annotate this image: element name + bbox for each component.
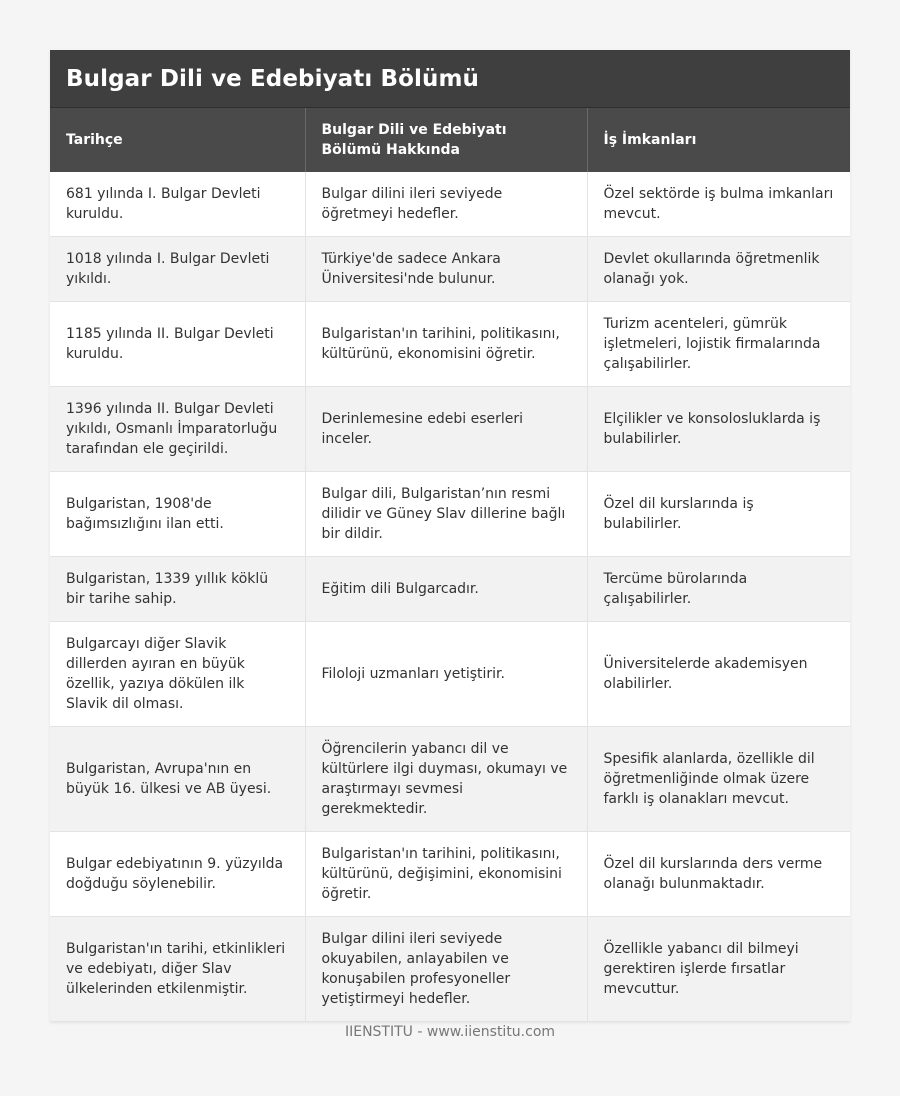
table-cell: Özel dil kurslarında iş bulabilirler. [587, 472, 850, 557]
table-row [50, 727, 850, 832]
table-row [50, 237, 850, 302]
table-card [50, 50, 850, 1022]
table-row [50, 622, 850, 727]
table-cell: Bulgaristan, 1908'de bağımsızlığını ilan etti. [50, 472, 305, 557]
column-header-jobs: İş İmkanları [587, 108, 850, 172]
table-cell: Özel dil kurslarında ders verme olanağı bulunmaktadır. [587, 832, 850, 917]
table-row [50, 832, 850, 917]
table-cell: 1396 yılında II. Bulgar Devleti yıkıldı, Osmanlı İmparatorluğu tarafından ele geçirildi. [50, 387, 305, 472]
table-cell: Bulgarcayı diğer Slavik dillerden ayıran en büyük özellik, yazıya dökülen ilk Slavik dil olması. [50, 622, 305, 727]
table-cell: Turizm acenteleri, gümrük işletmeleri, lojistik firmalarında çalışabilirler. [587, 302, 850, 387]
table-cell: Bulgaristan'ın tarihi, etkinlikleri ve edebiyatı, diğer Slav ülkelerinden etkilenmiştir. [50, 917, 305, 1022]
data-table [50, 108, 850, 1022]
table-cell: Tercüme bürolarında çalışabilirler. [587, 557, 850, 622]
table-cell: 1185 yılında II. Bulgar Devleti kuruldu. [50, 302, 305, 387]
table-cell: Bulgar dilini ileri seviyede okuyabilen, anlayabilen ve konuşabilen profesyoneller yetiştirmeyi hedefler. [305, 917, 587, 1022]
table-title-bar [50, 50, 850, 108]
column-header-history: Tarihçe [50, 108, 305, 172]
footer-credit: IIENSTITU - www.iienstitu.com [344, 1024, 556, 1040]
table-cell: Devlet okullarında öğretmenlik olanağı yok. [587, 237, 850, 302]
table-cell: Bulgar edebiyatının 9. yüzyılda doğduğu söylenebilir. [50, 832, 305, 917]
table-cell: Bulgar dilini ileri seviyede öğretmeyi hedefler. [305, 172, 587, 237]
table-cell: Filoloji uzmanları yetiştirir. [305, 622, 587, 727]
table-title: Bulgar Dili ve Edebiyatı Bölümü [66, 65, 480, 92]
table-cell: Bulgaristan, 1339 yıllık köklü bir tarihe sahip. [50, 557, 305, 622]
table-cell: Derinlemesine edebi eserleri inceler. [305, 387, 587, 472]
table-cell: Bulgaristan'ın tarihini, politikasını, kültürünü, ekonomisini öğretir. [305, 302, 587, 387]
table-cell: Özellikle yabancı dil bilmeyi gerektiren işlerde fırsatlar mevcuttur. [587, 917, 850, 1022]
table-cell: Bulgaristan'ın tarihini, politikasını, kültürünü, değişimini, ekonomisini öğretir. [305, 832, 587, 917]
table-row [50, 472, 850, 557]
table-cell: Üniversitelerde akademisyen olabilirler. [587, 622, 850, 727]
table-row [50, 302, 850, 387]
table-cell: Spesifik alanlarda, özellikle dil öğretmenliğinde olmak üzere farklı iş olanakları mevcut. [587, 727, 850, 832]
table-cell: Elçilikler ve konsolosluklarda iş bulabilirler. [587, 387, 850, 472]
table-cell: Özel sektörde iş bulma imkanları mevcut. [587, 172, 850, 237]
table-row [50, 172, 850, 237]
column-header-about: Bulgar Dili ve Edebiyatı Bölümü Hakkında [305, 108, 587, 172]
table-cell: Bulgar dili, Bulgaristan’nın resmi dilidir ve Güney Slav dillerine bağlı bir dildir. [305, 472, 587, 557]
table-cell: Bulgaristan, Avrupa'nın en büyük 16. ülkesi ve AB üyesi. [50, 727, 305, 832]
header-row [50, 108, 850, 172]
table-row [50, 387, 850, 472]
table-row [50, 917, 850, 1022]
table-cell: 1018 yılında I. Bulgar Devleti yıkıldı. [50, 237, 305, 302]
table-cell: Öğrencilerin yabancı dil ve kültürlere ilgi duyması, okumayı ve araştırmayı sevmesi gerekmektedir. [305, 727, 587, 832]
table-row [50, 557, 850, 622]
table-cell: Eğitim dili Bulgarcadır. [305, 557, 587, 622]
table-cell: 681 yılında I. Bulgar Devleti kuruldu. [50, 172, 305, 237]
table-cell: Türkiye'de sadece Ankara Üniversitesi'nde bulunur. [305, 237, 587, 302]
